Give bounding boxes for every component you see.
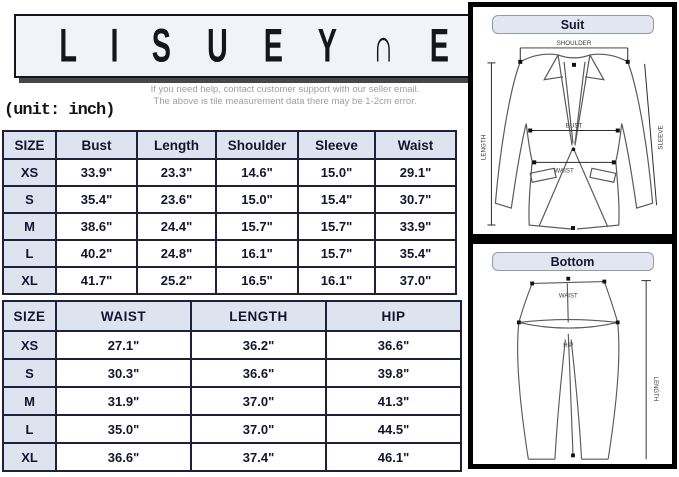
- cell-value: 36.2": [191, 331, 326, 359]
- bottom-diagram-panel: [468, 239, 677, 469]
- col-header-size: SIZE: [3, 301, 56, 331]
- cell-value: 36.6": [326, 331, 461, 359]
- size-label: L: [3, 240, 56, 267]
- cell-value: 38.6": [56, 213, 137, 240]
- help-line-2: The above is tile measurement data there may be 1-2cm error.: [153, 95, 417, 107]
- suit-shoulder-label: SHOULDER: [556, 39, 591, 47]
- cell-value: 15.0": [298, 159, 375, 186]
- brand-letter: E: [263, 20, 283, 72]
- cell-value: 27.1": [56, 331, 191, 359]
- suit-waist-label: WAIST: [553, 167, 574, 175]
- cell-value: 15.7": [216, 213, 298, 240]
- bottom-waist-label: WAIST: [558, 293, 578, 300]
- table-row: [3, 331, 461, 359]
- cell-value: 25.2": [137, 267, 216, 294]
- cell-value: 30.3": [56, 359, 191, 387]
- table-row: [3, 159, 456, 186]
- table-row: [3, 186, 456, 213]
- brand-logo: [14, 14, 495, 78]
- suit-diagram-panel: [468, 2, 677, 239]
- cell-value: 15.0": [216, 186, 298, 213]
- suit-length-label: LENGTH: [479, 134, 487, 161]
- cell-value: 36.6": [191, 359, 326, 387]
- brand-letter: ∩: [373, 20, 395, 72]
- cell-value: 37.0": [191, 415, 326, 443]
- cell-value: 31.9": [56, 387, 191, 415]
- col-header-bust: Bust: [56, 131, 137, 159]
- cell-value: 16.1": [298, 267, 375, 294]
- size-label: XS: [3, 331, 56, 359]
- brand-letter: S: [151, 20, 171, 72]
- suit-diagram-title: Suit: [492, 15, 654, 34]
- cell-value: 40.2": [56, 240, 137, 267]
- cell-value: 39.8": [326, 359, 461, 387]
- table-row: [3, 267, 456, 294]
- cell-value: 46.1": [326, 443, 461, 471]
- table-row: [3, 240, 456, 267]
- bottom-diagram: [482, 273, 664, 463]
- col-header-waist: Waist: [375, 131, 456, 159]
- suit-table-header-row: [3, 131, 456, 159]
- brand-letter: U: [206, 20, 228, 72]
- cell-value: 44.5": [326, 415, 461, 443]
- cell-value: 14.6": [216, 159, 298, 186]
- col-header-sleeve: Sleeve: [298, 131, 375, 159]
- table-row: [3, 443, 461, 471]
- cell-value: 24.8": [137, 240, 216, 267]
- col-header-length: LENGTH: [191, 301, 326, 331]
- bottom-length-label: LENGTH: [651, 376, 658, 402]
- unit-label: (unit: inch): [4, 101, 115, 120]
- cell-value: 41.7": [56, 267, 137, 294]
- cell-value: 35.4": [56, 186, 137, 213]
- size-label: S: [3, 359, 56, 387]
- bottom-table-header-row: [3, 301, 461, 331]
- cell-value: 24.4": [137, 213, 216, 240]
- cell-value: 16.5": [216, 267, 298, 294]
- cell-value: 37.4": [191, 443, 326, 471]
- suit-diagram: [478, 36, 668, 232]
- cell-value: 16.1": [216, 240, 298, 267]
- size-label: XL: [3, 267, 56, 294]
- cell-value: 33.9": [375, 213, 456, 240]
- col-header-size: SIZE: [3, 131, 56, 159]
- help-line-1: If you need help, contact customer support with our seller email.: [150, 84, 420, 95]
- size-label: L: [3, 415, 56, 443]
- cell-value: 37.0": [375, 267, 456, 294]
- bottom-size-table: [2, 300, 462, 472]
- size-label: XL: [3, 443, 56, 471]
- cell-value: 37.0": [191, 387, 326, 415]
- cell-value: 35.4": [375, 240, 456, 267]
- brand-letter: E: [429, 20, 450, 72]
- brand-letter: L: [59, 20, 78, 72]
- bottom-diagram-title: Bottom: [492, 252, 654, 271]
- cell-value: 15.4": [298, 186, 375, 213]
- col-header-waist: WAIST: [56, 301, 191, 331]
- help-text: [95, 84, 475, 107]
- table-row: [3, 387, 461, 415]
- cell-value: 30.7": [375, 186, 456, 213]
- suit-sleeve-label: SLEEVE: [657, 125, 665, 150]
- cell-value: 23.3": [137, 159, 216, 186]
- cell-value: 41.3": [326, 387, 461, 415]
- table-row: [3, 359, 461, 387]
- cell-value: 23.6": [137, 186, 216, 213]
- brand-letter: I: [110, 20, 119, 72]
- table-row: [3, 415, 461, 443]
- size-label: XS: [3, 159, 56, 186]
- cell-value: 29.1": [375, 159, 456, 186]
- col-header-length: Length: [137, 131, 216, 159]
- bottom-hip-label: HIP: [562, 343, 573, 350]
- cell-value: 15.7": [298, 213, 375, 240]
- size-label: M: [3, 387, 56, 415]
- cell-value: 15.7": [298, 240, 375, 267]
- col-header-hip: HIP: [326, 301, 461, 331]
- suit-size-table: [2, 130, 457, 295]
- col-header-shoulder: Shoulder: [216, 131, 298, 159]
- size-label: M: [3, 213, 56, 240]
- brand-letter: Y: [318, 20, 338, 72]
- cell-value: 35.0": [56, 415, 191, 443]
- suit-bust-label: BUST: [565, 122, 582, 130]
- cell-value: 33.9": [56, 159, 137, 186]
- size-label: S: [3, 186, 56, 213]
- table-row: [3, 213, 456, 240]
- cell-value: 36.6": [56, 443, 191, 471]
